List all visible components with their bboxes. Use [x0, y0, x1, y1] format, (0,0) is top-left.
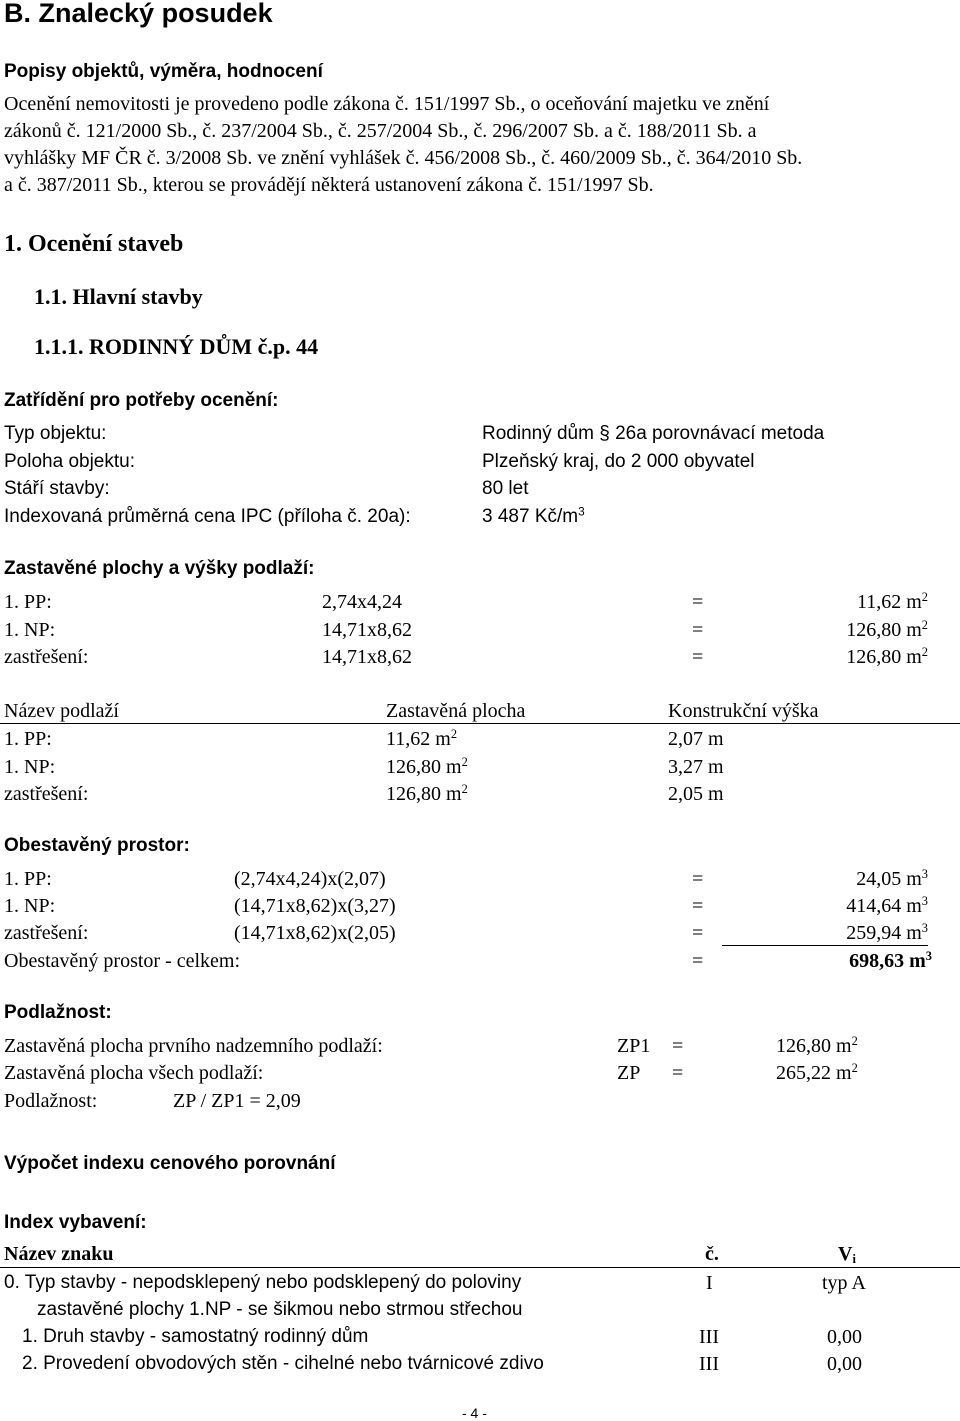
- equipment-item-v: typ A: [822, 1272, 866, 1294]
- volume-formula: (2,74x4,24)x(2,07): [234, 868, 386, 890]
- section-heading-2: 1.1. Hlavní stavby: [34, 284, 203, 309]
- built-area-value: 126,80 $m^2$: [846, 645, 928, 668]
- sum-rule: [722, 945, 928, 946]
- volume-label: 1. NP:: [4, 895, 56, 917]
- built-area-value: 11,62 $m^2$: [856, 590, 928, 613]
- equipment-item-no: III: [699, 1326, 719, 1348]
- volume-total-label: Obestavěný prostor - celkem:: [4, 950, 241, 972]
- classification-value: 80 let: [482, 478, 529, 499]
- floor-ratio-result-label: Podlažnost:: [4, 1090, 98, 1112]
- built-area-formula: 14,71x8,62: [322, 646, 412, 668]
- section-heading-1: 1. Ocenění staveb: [4, 231, 184, 257]
- volume-total-value: 698,63 $m^3$: [849, 949, 932, 972]
- floor-ratio-result-value: ZP / ZP1 = 2,09: [173, 1090, 301, 1112]
- classification-value: Rodinný dům § 26a porovnávací metoda: [482, 423, 825, 444]
- equipment-item-no: III: [699, 1353, 719, 1375]
- floors-header-name: Název podlaží: [4, 700, 119, 722]
- built-area-label: 1. NP:: [4, 619, 56, 641]
- floor-area: 126,80 $m^2$: [386, 755, 468, 778]
- classification-label: Indexovaná průměrná cena IPC (příloha č. 20a):: [4, 506, 411, 527]
- page-title: B. Znalecký posudek: [4, 0, 273, 28]
- classification-label: Stáří stavby:: [4, 478, 110, 499]
- floor-height: 3,27 m: [668, 756, 724, 778]
- equipment-item: 0. Typ stavby - nepodsklepený nebo podsklepený do poloviny: [4, 1272, 522, 1293]
- floors-header-area: Zastavěná plocha: [386, 700, 526, 722]
- intro-line: a č. 387/2011 Sb., kterou se provádějí některá ustanovení zákona č. 151/1997 Sb.: [4, 174, 654, 196]
- intro-line: vyhlášky MF ČR č. 3/2008 Sb. ve znění vyhlášek č. 456/2008 Sb., č. 460/2009 Sb., č. 364/2010 Sb.: [4, 147, 803, 169]
- floors-header-height: Konstrukční výška: [668, 700, 819, 722]
- built-area-value: 126,80 $m^2$: [846, 618, 928, 641]
- floor-area: 11,62 $m^2$: [386, 727, 458, 750]
- intro-line: Ocenění nemovitosti je provedeno podle zákona č. 151/1997 Sb., o oceňování majetku ve znění: [4, 93, 770, 115]
- built-area-eq: =: [692, 591, 704, 613]
- classification-heading: Zatřídění pro potřeby ocenění:: [4, 390, 279, 411]
- volume-label: zastřešení:: [4, 922, 89, 944]
- floor-ratio-code: ZP1: [617, 1035, 651, 1057]
- volume-value: 24,05 $m^3$: [856, 867, 928, 890]
- floor-ratio-label: Zastavěná plocha prvního nadzemního podlaží:: [4, 1035, 383, 1057]
- classification-label: Poloha objektu:: [4, 451, 135, 472]
- floor-area: 126,80 $m^2$: [386, 782, 468, 805]
- volume-eq: =: [692, 868, 704, 890]
- floor-ratio-value: 265,22 $m^2$: [776, 1061, 858, 1084]
- built-area-label: 1. PP:: [4, 591, 52, 613]
- floor-name: zastřešení:: [4, 783, 89, 805]
- classification-value: Plzeňský kraj, do 2 000 obyvatel: [482, 451, 755, 472]
- volume-heading: Obestavěný prostor:: [4, 835, 190, 856]
- intro-line: zákonů č. 121/2000 Sb., č. 237/2004 Sb., č. 257/2004 Sb., č. 296/2007 Sb. a č. 188/2011 Sb. a: [4, 120, 757, 142]
- equipment-item: 2. Provedení obvodových stěn - cihelné nebo tvárnicové zdivo: [22, 1353, 544, 1374]
- table-header-rule: [0, 723, 960, 724]
- equipment-col-v: $V_i$: [838, 1243, 856, 1267]
- built-area-formula: 14,71x8,62: [322, 619, 412, 641]
- volume-label: 1. PP:: [4, 868, 52, 890]
- built-area-eq: =: [692, 619, 704, 641]
- volume-formula: (14,71x8,62)x(2,05): [234, 922, 396, 944]
- classification-label: Typ objektu:: [4, 423, 107, 444]
- floor-ratio-eq: =: [672, 1062, 684, 1084]
- equipment-item: 1. Druh stavby - samostatný rodinný dům: [22, 1326, 369, 1347]
- equipment-item-no: I: [706, 1272, 713, 1294]
- page-number: - 4 -: [462, 1405, 487, 1421]
- volume-total-eq: =: [692, 950, 704, 972]
- classification-value: 3 487 $Kč/m^3$: [482, 505, 585, 527]
- volume-formula: (14,71x8,62)x(3,27): [234, 895, 396, 917]
- section-heading-3: 1.1.1. RODINNÝ DŮM č.p. 44: [34, 334, 319, 359]
- floor-ratio-heading: Podlažnost:: [4, 1002, 112, 1023]
- floor-ratio-eq: =: [672, 1035, 684, 1057]
- floor-name: 1. PP:: [4, 728, 52, 750]
- equipment-item-cont: zastavěné plochy 1.NP - se šikmou nebo strmou střechou: [37, 1299, 523, 1320]
- volume-eq: =: [692, 922, 704, 944]
- equipment-header-rule: [0, 1267, 960, 1268]
- volume-value: 259,94 $m^3$: [846, 921, 928, 944]
- equipment-item-v: 0,00: [827, 1326, 862, 1348]
- floor-ratio-code: ZP: [617, 1062, 641, 1084]
- floor-name: 1. NP:: [4, 756, 56, 778]
- floor-ratio-label: Zastavěná plocha všech podlaží:: [4, 1062, 264, 1084]
- built-area-eq: =: [692, 646, 704, 668]
- equipment-heading: Index vybavení:: [4, 1212, 147, 1233]
- equipment-item-v: 0,00: [827, 1353, 862, 1375]
- volume-eq: =: [692, 895, 704, 917]
- equipment-col-no: č.: [705, 1243, 719, 1265]
- index-heading: Výpočet indexu cenového porovnání: [4, 1153, 336, 1174]
- floor-height: 2,05 m: [668, 783, 724, 805]
- built-area-formula: 2,74x4,24: [322, 591, 402, 613]
- floor-ratio-value: 126,80 $m^2$: [776, 1034, 858, 1057]
- intro-heading: Popisy objektů, výměra, hodnocení: [4, 61, 323, 82]
- volume-value: 414,64 $m^3$: [846, 894, 928, 917]
- built-area-label: zastřešení:: [4, 646, 89, 668]
- built-areas-heading: Zastavěné plochy a výšky podlaží:: [4, 558, 315, 579]
- floor-height: 2,07 m: [668, 728, 724, 750]
- equipment-col-name: Název znaku: [4, 1243, 114, 1265]
